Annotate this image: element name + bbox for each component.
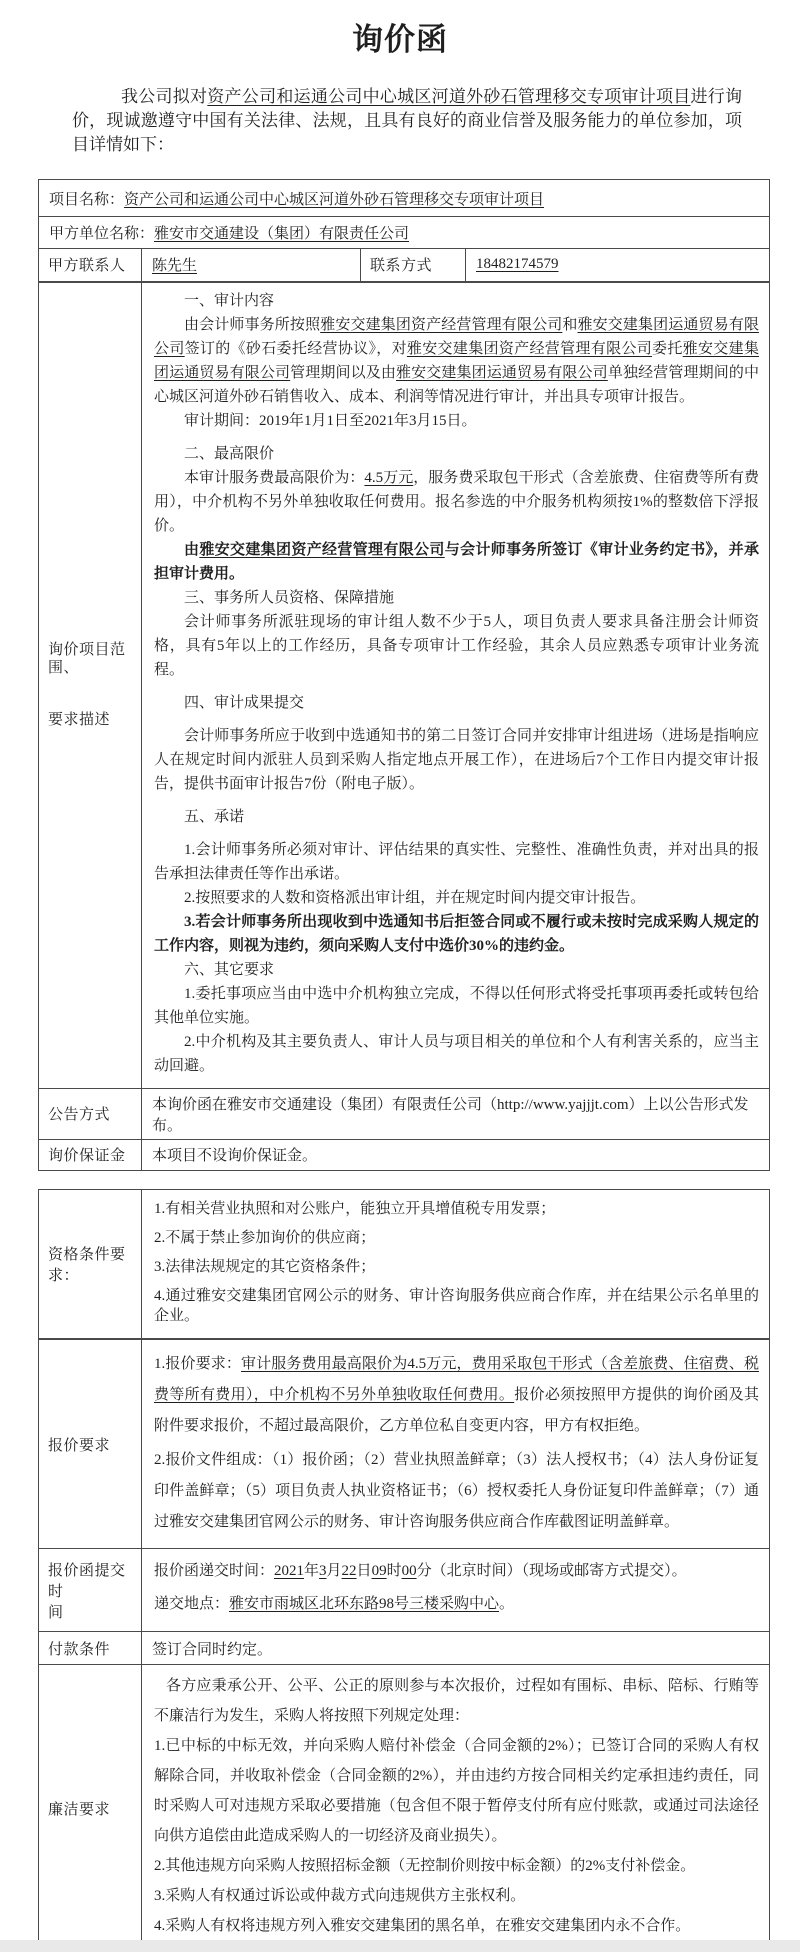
table-row bbox=[39, 217, 770, 249]
paragraph bbox=[154, 910, 759, 958]
text-run: 资产公司和运通公司中心城区河道外砂石管理移交专项审计项目 bbox=[207, 87, 690, 106]
project-name-cell bbox=[39, 180, 770, 217]
text-run: 4.采购人有权将违规方列入雅安交建集团的黑名单，在雅安交建集团内永不合作。 bbox=[154, 1918, 690, 1934]
text-run: 三、事务所人员资格、保障措施 bbox=[184, 590, 394, 606]
text-run: 2.不属于禁止参加询价的供应商； bbox=[154, 1230, 375, 1246]
text-run: 4.5万元 bbox=[364, 470, 413, 486]
text-run: 四、审计成果提交 bbox=[184, 695, 304, 711]
text-run: 由 bbox=[184, 542, 199, 558]
text-run: 签订的《砂石委托经营协议》，对 bbox=[185, 341, 407, 357]
table-row bbox=[39, 1665, 770, 1952]
submission-time-label-line2: 间 bbox=[48, 1601, 133, 1622]
text-run: ，服务费采取包干形式（含差旅费、住宿费等所有费用），中介机构不另外单独收取任何费用。报名参选的中介服务机构须按1%的整数倍下浮报价。 bbox=[154, 470, 759, 534]
paragraph bbox=[154, 1731, 759, 1851]
text-run: 2.其他违规方向采购人按照招标金额（无控制价则按中标金额）的2%支付补偿金。 bbox=[154, 1858, 695, 1874]
table-row bbox=[39, 1139, 770, 1170]
table-row bbox=[39, 1632, 770, 1665]
paragraph bbox=[154, 538, 759, 586]
contact-name: 陈先生 bbox=[152, 258, 197, 274]
project-info-table bbox=[38, 179, 770, 1171]
submission-time-content bbox=[142, 1549, 770, 1632]
table-row bbox=[39, 180, 770, 217]
text-run: 会计师事务所派驻现场的审计组人数不少于5人，项目负责人要求具备注册会计师资格，具有5年以上的工作经历，具备专项审计工作经验，其余人员应熟悉专项审计业务流程。 bbox=[154, 614, 759, 678]
paragraph bbox=[154, 610, 759, 682]
table-row bbox=[39, 1088, 770, 1139]
page-bottom-edge bbox=[0, 1940, 800, 1952]
text-run: 1.会计师事务所必须对审计、评估结果的真实性、完整性、准确性负责，并对出具的报告承担法律责任等作出承诺。 bbox=[154, 842, 759, 882]
text-run: 雅安交建集团运通贸易有限公司 bbox=[396, 365, 608, 381]
table-row bbox=[39, 249, 770, 282]
text-run: 09 bbox=[372, 1563, 387, 1579]
contact-label: 甲方联系人 bbox=[39, 249, 142, 282]
text-run: 。 bbox=[499, 1596, 514, 1612]
text-run: 年 bbox=[304, 1563, 319, 1579]
paragraph bbox=[154, 958, 759, 982]
quote-requirements-label: 报价要求 bbox=[39, 1339, 142, 1549]
submission-time-label bbox=[39, 1549, 142, 1632]
party-a-unit-value: 雅安市交通建设（集团）有限责任公司 bbox=[154, 226, 409, 242]
text-run: 2.按照要求的人数和资格派出审计组，并在规定时间内提交审计报告。 bbox=[184, 890, 645, 906]
table-row bbox=[39, 1189, 770, 1339]
text-run: 日 bbox=[357, 1563, 372, 1579]
text-run: 3.采购人有权通过诉讼或仲裁方式向违规供方主张权利。 bbox=[154, 1888, 525, 1904]
text-run: 00 bbox=[402, 1563, 417, 1579]
paragraph bbox=[154, 586, 759, 610]
paragraph bbox=[154, 1881, 759, 1911]
phone-number: 18482174579 bbox=[476, 256, 559, 272]
paragraph bbox=[154, 724, 759, 796]
paragraph bbox=[154, 1588, 759, 1621]
scope-label bbox=[39, 282, 142, 1089]
page-title: 询价函 bbox=[0, 14, 800, 59]
paragraph bbox=[154, 466, 759, 538]
text-run: 二、最高限价 bbox=[184, 446, 274, 462]
text-run: 1.已中标的中标无效，并向采购人赔付补偿金（合同金额的2%）；已签订合同的采购人有权解除合同，并收取补偿金（合同金额的2%），并由违约方按合同相关约定承担违约责任，同时采购人可对违规方采取必要措施（包含但不限于暂停支付所有应付账款，或通过司法途径向供方追偿由此造成采购人的一切经济及商业损失）。 bbox=[154, 1738, 759, 1844]
text-run: 雅安交建集团运通贸易有限公司 bbox=[154, 317, 759, 357]
paragraph bbox=[154, 982, 759, 1030]
text-run: 雅安交建集团资产经营管理有限公司 bbox=[407, 341, 652, 357]
paragraph bbox=[154, 1030, 759, 1078]
paragraph bbox=[154, 1671, 759, 1731]
text-run: 1.报价要求： bbox=[154, 1356, 241, 1372]
deposit-label: 询价保证金 bbox=[39, 1139, 142, 1170]
phone-label: 联系方式 bbox=[361, 249, 466, 282]
text-run: 分（北京时间）（现场或邮寄方式提交）。 bbox=[417, 1563, 687, 1579]
paragraph bbox=[154, 838, 759, 886]
text-run: 审计期间：2019年1月1日至2021年3月15日。 bbox=[184, 413, 477, 429]
announce-label: 公告方式 bbox=[39, 1088, 142, 1139]
deposit-value: 本项目不设询价保证金。 bbox=[142, 1139, 770, 1170]
table-row bbox=[39, 1549, 770, 1632]
paragraph bbox=[154, 442, 759, 466]
paragraph bbox=[154, 313, 759, 409]
project-name-label: 项目名称： bbox=[49, 192, 124, 208]
project-name-value: 资产公司和运通公司中心城区河道外砂石管理移交专项审计项目 bbox=[124, 192, 544, 208]
paragraph bbox=[154, 1286, 759, 1326]
text-run: 一、审计内容 bbox=[184, 293, 274, 309]
text-run: 报价必须按照甲方提供的询价函及其附件要求报价，不超过最高限价，乙方单位私自变更内容，甲方有权拒绝。 bbox=[154, 1387, 759, 1434]
quote-requirements-content bbox=[142, 1339, 770, 1549]
paragraph bbox=[154, 1911, 759, 1941]
text-run: 进行询价，现诚邀遵守中国有关法律、法规，且具有良好的商业信誉及服务能力的单位参加，项目详情如下： bbox=[72, 87, 742, 154]
table-row bbox=[39, 282, 770, 1089]
text-run: 报价函递交时间： bbox=[154, 1563, 274, 1579]
text-run: 雅安交建集团资产经营管理有限公司 bbox=[320, 317, 562, 333]
text-run: 六、其它要求 bbox=[184, 962, 274, 978]
text-run: 2.中介机构及其主要负责人、审计人员与项目相关的单位和个人有利害关系的，应当主动回避。 bbox=[154, 1034, 759, 1074]
text-run: 3.若会计师事务所出现收到中选通知书后拒签合同或不履行或未按时完成采购人规定的工作内容，则视为违约，须向采购人支付中选价30%的违约金。 bbox=[154, 914, 759, 954]
contact-value-cell bbox=[142, 249, 361, 282]
payment-terms-label: 付款条件 bbox=[39, 1632, 142, 1665]
text-run: 和 bbox=[562, 317, 577, 333]
text-run: 2021 bbox=[274, 1563, 304, 1579]
text-run: 1.有相关营业执照和对公账户，能独立开具增值税专用发票； bbox=[154, 1201, 555, 1217]
paragraph bbox=[154, 289, 759, 313]
text-run: 雅安市雨城区北环东路98号三楼采购中心 bbox=[229, 1596, 499, 1612]
text-run: 本审计服务费最高限价为： bbox=[184, 470, 364, 486]
text-run: 会计师事务所应于收到中选通知书的第二日签订合同并安排审计组进场（进场是指响应人在规定时间内派驻人员到采购人指定地点开展工作），在进场后7个工作日内提交审计报告，提供书面审计报告7份（附电子版）。 bbox=[154, 728, 759, 792]
text-run: 22 bbox=[342, 1563, 357, 1579]
paragraph bbox=[154, 1555, 759, 1588]
paragraph bbox=[154, 1199, 759, 1219]
qualification-content bbox=[142, 1189, 770, 1339]
paragraph bbox=[154, 691, 759, 715]
table-row bbox=[39, 1339, 770, 1549]
text-run: 我公司拟对 bbox=[121, 87, 207, 106]
intro-paragraph bbox=[72, 85, 742, 157]
text-run: 月 bbox=[327, 1563, 342, 1579]
text-run: 3.法律法规规定的其它资格条件； bbox=[154, 1259, 375, 1275]
party-a-unit-label: 甲方单位名称： bbox=[49, 226, 154, 242]
paragraph bbox=[154, 409, 759, 433]
text-run: 五、承诺 bbox=[184, 809, 244, 825]
text-run: 时 bbox=[387, 1563, 402, 1579]
paragraph bbox=[154, 1228, 759, 1248]
paragraph bbox=[154, 886, 759, 910]
qualification-label: 资格条件要求： bbox=[39, 1189, 142, 1339]
party-a-unit-cell bbox=[39, 217, 770, 249]
paragraph bbox=[154, 1257, 759, 1277]
paragraph bbox=[154, 1349, 759, 1442]
text-run: 2.报价文件组成：（1）报价函；（2）营业执照盖鲜章；（3）法人授权书；（4）法人身份证复印件盖鲜章；（5）项目负责人执业资格证书；（6）授权委托人身份证复印件盖鲜章；（7）通过雅安交建集团官网公示的财务、审计咨询服务供应商合作库截图证明盖鲜章。 bbox=[154, 1452, 759, 1530]
text-run: 由会计师事务所按照 bbox=[184, 317, 320, 333]
text-run: 雅安交建集团运通贸易有限公司 bbox=[154, 341, 759, 381]
scope-label-line2: 要求描述 bbox=[48, 711, 133, 729]
payment-terms-value: 签订合同时约定。 bbox=[142, 1632, 770, 1665]
integrity-content bbox=[142, 1665, 770, 1952]
paragraph bbox=[154, 1851, 759, 1881]
text-run: 递交地点： bbox=[154, 1596, 229, 1612]
paragraph bbox=[72, 85, 742, 157]
text-run: 3 bbox=[319, 1563, 327, 1579]
phone-value-cell bbox=[466, 249, 770, 282]
text-run: 与会计师事务所签订《审计业务约定书》，并承担审计费用。 bbox=[154, 542, 759, 582]
text-run: 4.通过雅安交建集团官网公示的财务、审计咨询服务供应商合作库，并在结果公示名单里的企业。 bbox=[154, 1288, 759, 1324]
text-run: 雅安交建集团资产经营管理有限公司 bbox=[199, 542, 444, 558]
text-run: 审计服务费用最高限价为4.5万元，费用采取包干形式（含差旅费、住宿费、税费等所有费用），中介机构不另外单独收取任何费用。 bbox=[154, 1356, 759, 1403]
text-run: 管理期间以及由 bbox=[290, 365, 396, 381]
paragraph bbox=[154, 1445, 759, 1538]
quotation-requirements-table bbox=[38, 1189, 770, 1952]
paragraph bbox=[154, 805, 759, 829]
submission-time-label-line1: 报价函提交时 bbox=[48, 1559, 133, 1601]
text-run: 单独经营管理期间的中心城区河道外砂石销售收入、成本、利润等情况进行审计，并出具专项审计报告。 bbox=[154, 365, 759, 405]
text-run: 各方应秉承公开、公平、公正的原则参与本次报价，过程如有围标、串标、陪标、行贿等不廉洁行为发生，采购人将按照下列规定处理： bbox=[154, 1678, 759, 1724]
announce-value: 本询价函在雅安市交通建设（集团）有限责任公司（http://www.yajjjt.com）上以公告形式发布。 bbox=[142, 1088, 770, 1139]
integrity-label: 廉洁要求 bbox=[39, 1665, 142, 1952]
text-run: 委托 bbox=[652, 341, 683, 357]
scope-label-line1: 询价项目范围、 bbox=[48, 641, 133, 677]
scope-content bbox=[142, 282, 770, 1089]
text-run: 1.委托事项应当由中选中介机构独立完成，不得以任何形式将受托事项再委托或转包给其他单位实施。 bbox=[154, 986, 759, 1026]
